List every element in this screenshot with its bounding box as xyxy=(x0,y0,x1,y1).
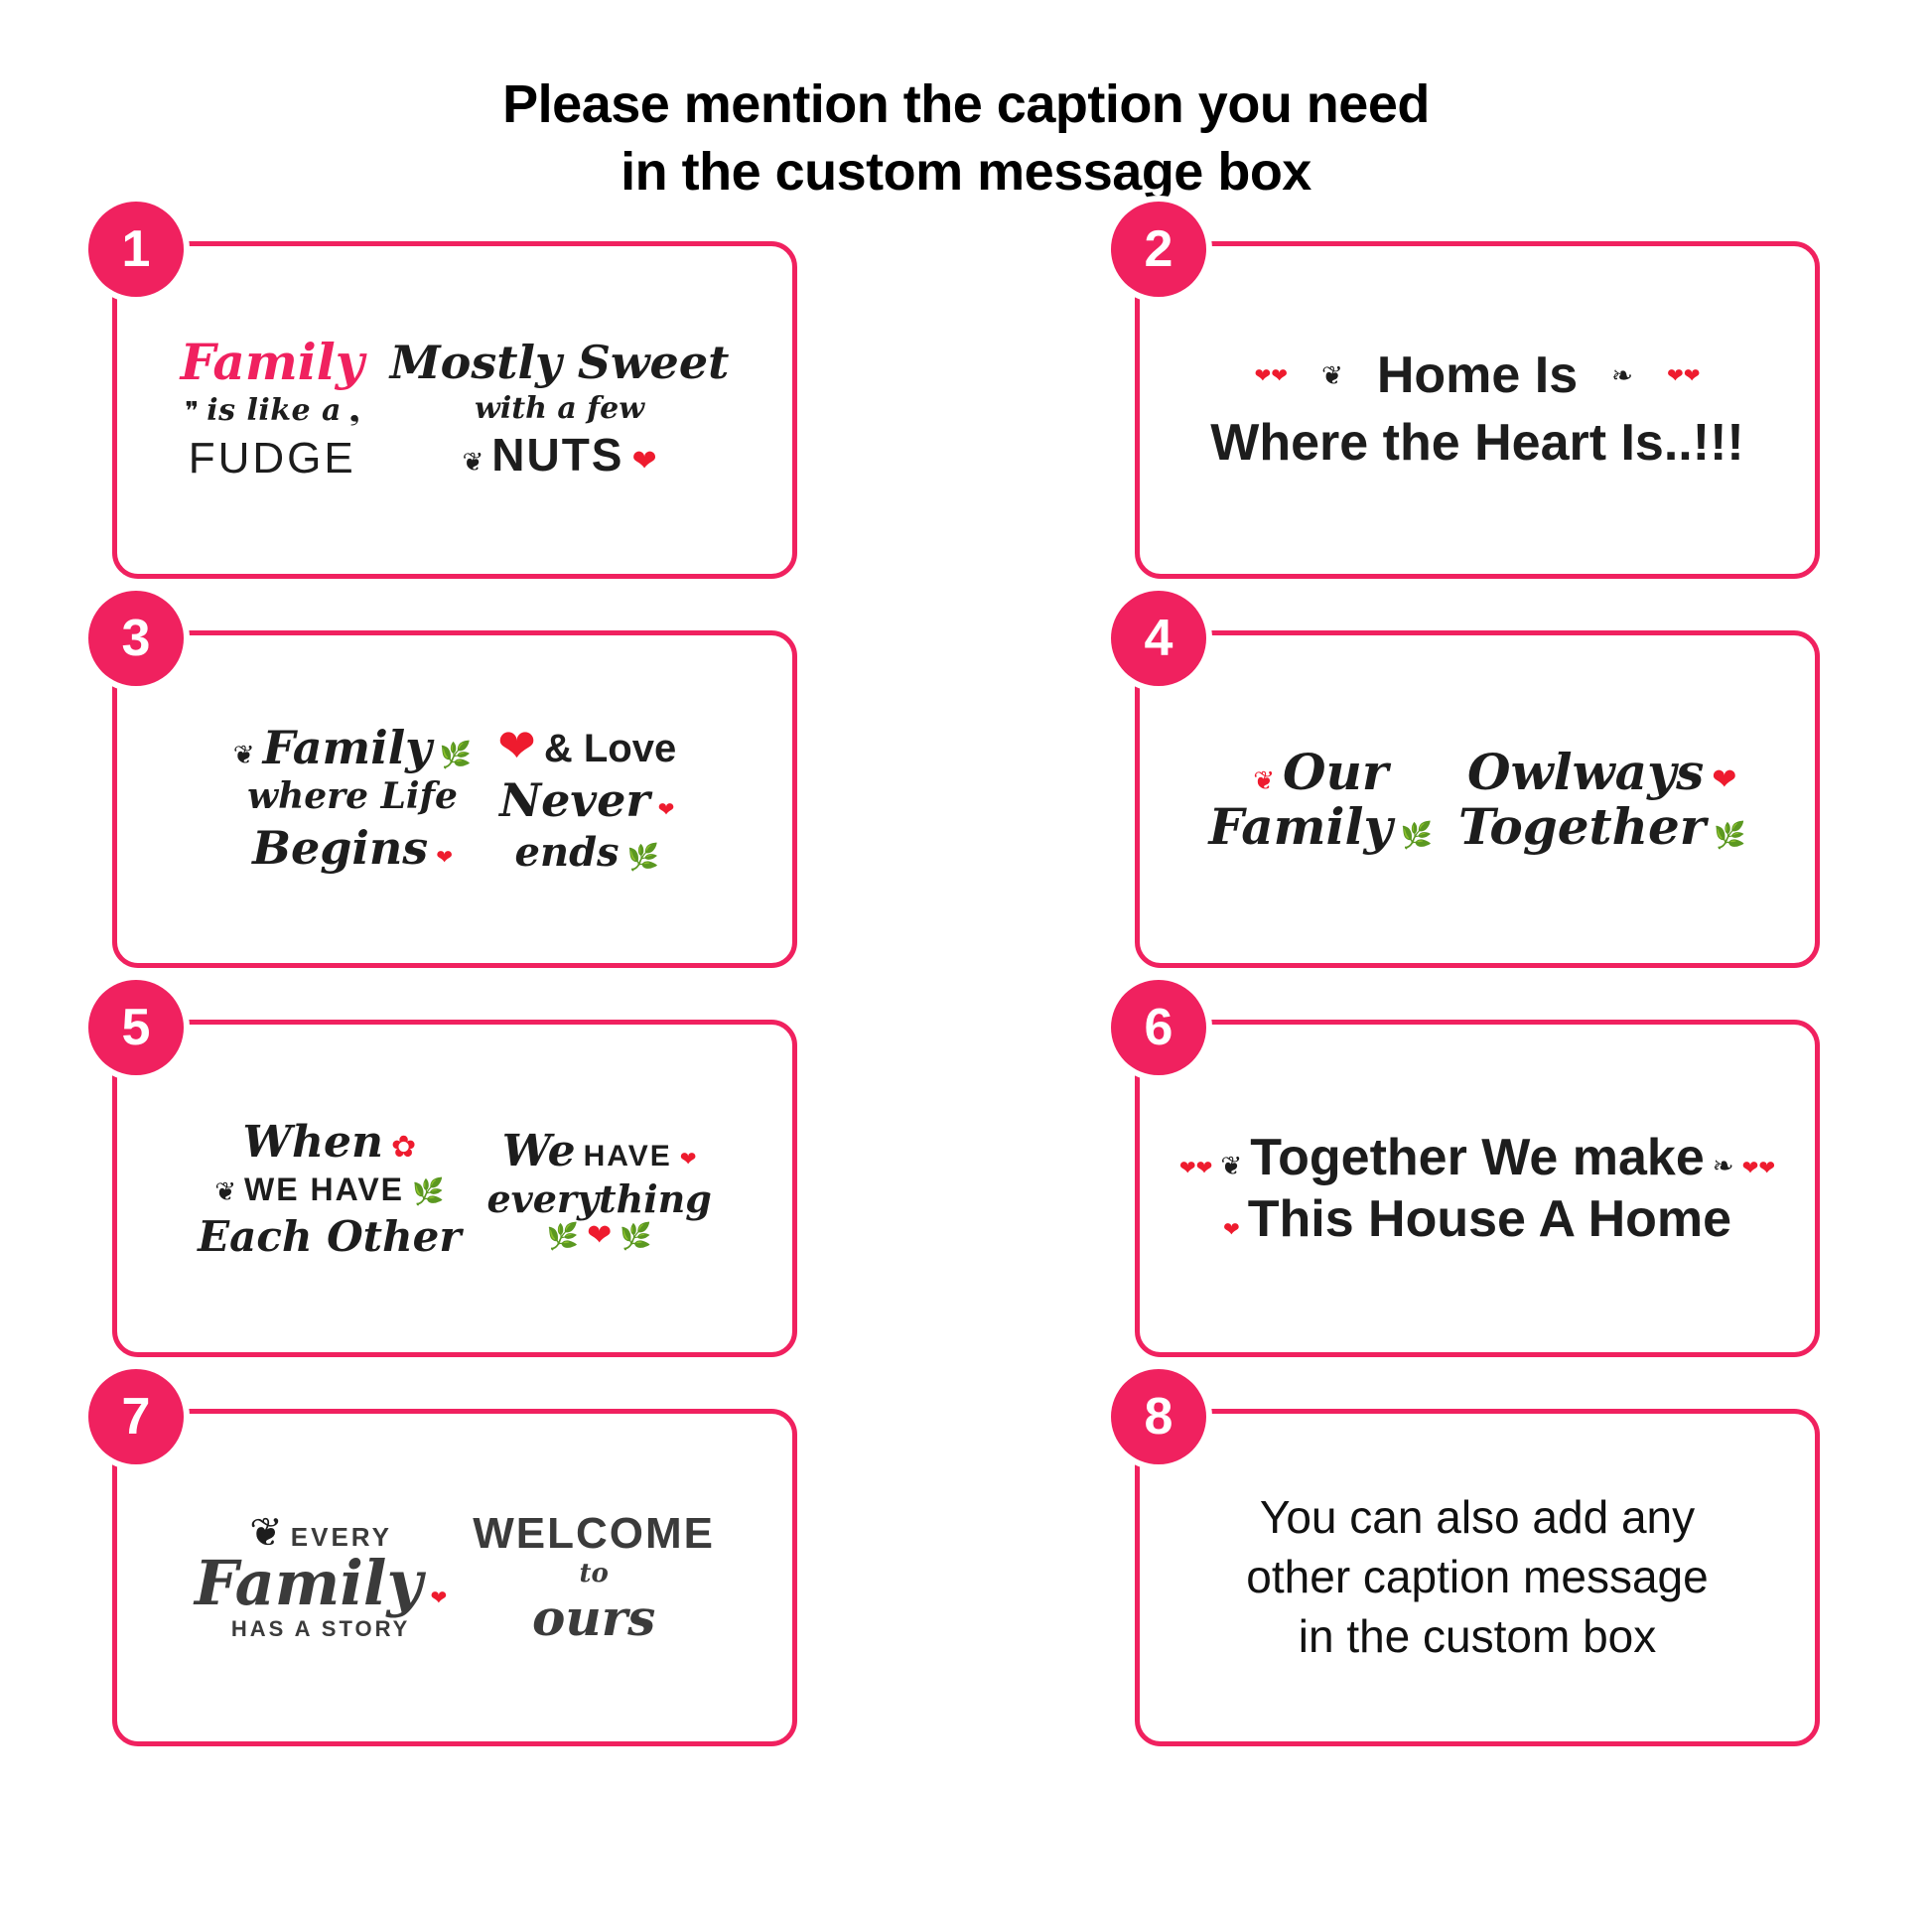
swirl-flourish-icon: ❧ xyxy=(1611,361,1633,392)
caption-options-grid xyxy=(112,220,1820,1746)
caption-text-line: HAVE xyxy=(583,1140,672,1173)
caption-artwork-5 xyxy=(117,1025,792,1352)
grid-row-3 xyxy=(112,999,1820,1357)
caption-text-line: ours xyxy=(532,1587,656,1647)
leaf-branch-icon: 🌿 xyxy=(626,843,659,873)
card-number-badge: 8 xyxy=(1111,1369,1206,1464)
caption-text-line: ends xyxy=(514,829,620,876)
swirl-flourish-icon: ❦ xyxy=(249,1510,283,1556)
caption-text-line: NUTS xyxy=(491,428,624,481)
heart-icon: ❤ xyxy=(430,1587,448,1609)
heart-icon: ❤ xyxy=(1712,763,1737,796)
caption-card-5[interactable] xyxy=(112,999,797,1357)
page-title-line-1: Please mention the caption you need xyxy=(502,74,1430,134)
caption-text-line: is like a xyxy=(207,392,342,428)
caption-artwork-7 xyxy=(117,1414,792,1741)
page-title-line-2: in the custom message box xyxy=(621,141,1311,202)
leaf-branch-icon: 🌿 xyxy=(1400,821,1433,851)
caption-text-line: Home Is xyxy=(1376,346,1579,405)
card-number-badge: 3 xyxy=(88,591,184,686)
heart-icon: ❤ xyxy=(587,1219,613,1252)
caption-text-line: EVERY xyxy=(290,1522,392,1552)
heart-icon: ❤ xyxy=(631,444,657,478)
heart-icon: ❤ xyxy=(497,720,536,771)
swirl-flourish-icon: ❦ xyxy=(1321,361,1343,392)
caption-card-6[interactable] xyxy=(1135,999,1820,1357)
caption-text-line: Each Other xyxy=(198,1211,462,1261)
caption-text-line: Mostly Sweet xyxy=(389,336,730,390)
caption-text-line: HAS A STORY xyxy=(230,1616,411,1641)
caption-text-line: everything xyxy=(486,1176,712,1221)
leaf-branch-icon: 🌿 xyxy=(439,740,473,770)
caption-text-line: FUDGE xyxy=(188,433,356,483)
caption-card-1[interactable] xyxy=(112,220,797,579)
butterfly-icon: ✿ xyxy=(390,1130,417,1164)
caption-text-line: where Life xyxy=(247,775,458,818)
swirl-flourish-icon: ❟ xyxy=(349,396,360,427)
caption-text-line: Family xyxy=(262,720,432,774)
heart-icon: ❤ xyxy=(679,1149,697,1171)
caption-text-line: We xyxy=(501,1126,576,1176)
caption-text-line: This House A Home xyxy=(1247,1190,1732,1248)
heart-icon: ❤ xyxy=(436,847,453,870)
card-number-badge: 2 xyxy=(1111,202,1206,297)
caption-text-line: Begins xyxy=(252,821,429,876)
leaf-branch-icon: 🌿 xyxy=(620,1222,652,1252)
card-number-badge: 1 xyxy=(88,202,184,297)
swirl-flourish-icon: ❦ xyxy=(1253,766,1275,796)
note-line-3: in the custom box xyxy=(1298,1609,1657,1662)
caption-text-line: Together We make xyxy=(1250,1128,1705,1186)
card-number-badge: 5 xyxy=(88,980,184,1075)
caption-artwork-4 xyxy=(1140,635,1815,963)
heart-icon: ❤ xyxy=(1222,1219,1240,1241)
caption-text-line: Owlways xyxy=(1467,743,1705,801)
caption-text-line: Together xyxy=(1457,797,1707,856)
caption-card-2[interactable] xyxy=(1135,220,1820,579)
heart-icon: ❤❤ xyxy=(1254,365,1289,388)
caption-card-3[interactable] xyxy=(112,610,797,968)
caption-note-8 xyxy=(1140,1414,1815,1741)
page-title xyxy=(0,0,1932,206)
grid-row-2 xyxy=(112,610,1820,968)
caption-artwork-3 xyxy=(117,635,792,963)
caption-artwork-1 xyxy=(117,246,792,574)
swirl-flourish-icon: ❦ xyxy=(462,447,484,478)
caption-card-4[interactable] xyxy=(1135,610,1820,968)
caption-text-line: Our xyxy=(1282,743,1389,801)
caption-text-line: Where the Heart Is..!!! xyxy=(1210,414,1744,472)
swirl-flourish-icon: ❦ xyxy=(232,740,255,770)
heart-icon: ❤❤ xyxy=(1178,1157,1213,1179)
caption-text-line: to xyxy=(579,1558,609,1588)
note-line-1: You can also add any xyxy=(1259,1491,1696,1544)
caption-text-line: Family xyxy=(180,332,364,391)
card-number-badge: 6 xyxy=(1111,980,1206,1075)
grid-row-4 xyxy=(112,1388,1820,1746)
swirl-flourish-icon: ❦ xyxy=(1220,1151,1243,1181)
caption-card-7[interactable] xyxy=(112,1388,797,1746)
caption-card-8[interactable] xyxy=(1135,1388,1820,1746)
heart-icon: ❤ xyxy=(657,799,675,821)
swirl-flourish-icon: ❧ xyxy=(1712,1151,1734,1181)
caption-text-line: Family xyxy=(194,1547,423,1619)
leaf-branch-icon: 🌿 xyxy=(1714,821,1746,851)
caption-text-line: Family xyxy=(1208,797,1393,856)
heart-icon: ❤❤ xyxy=(1666,365,1701,388)
card-number-badge: 4 xyxy=(1111,591,1206,686)
caption-text-line: Never xyxy=(499,773,650,827)
caption-text-line: with a few xyxy=(475,390,645,426)
caption-text-line: & Love xyxy=(543,727,677,770)
caption-text-line: When xyxy=(242,1116,383,1168)
leaf-branch-icon: 🌿 xyxy=(546,1222,580,1252)
caption-text-line: WE HAVE xyxy=(244,1171,404,1207)
heart-icon: ❤❤ xyxy=(1741,1157,1776,1179)
caption-artwork-2 xyxy=(1140,246,1815,574)
grid-row-1 xyxy=(112,220,1820,579)
caption-artwork-6 xyxy=(1140,1025,1815,1352)
card-number-badge: 7 xyxy=(88,1369,184,1464)
caption-text-line: WELCOME xyxy=(473,1508,716,1558)
swirl-flourish-icon: ❦ xyxy=(214,1176,237,1207)
note-line-2: other caption message xyxy=(1246,1551,1709,1603)
leaf-branch-icon: 🌿 xyxy=(412,1176,445,1207)
swirl-flourish-icon: ❞ xyxy=(185,396,200,427)
